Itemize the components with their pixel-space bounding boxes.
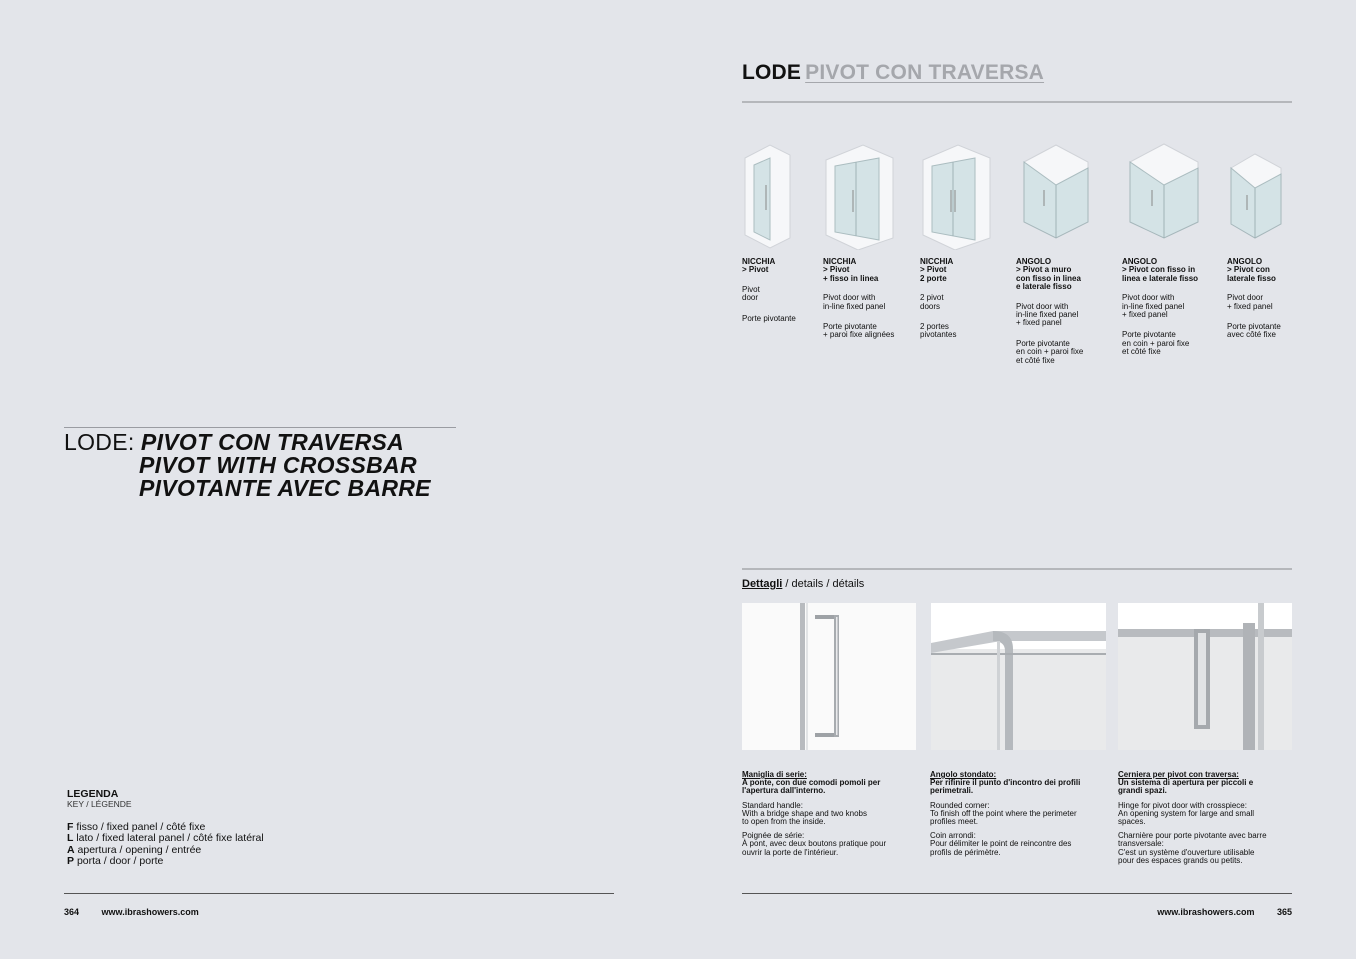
- detail-it-text: Per rifinire il punto d'incontro dei profili perimetrali.: [930, 778, 1081, 796]
- detail-title: Maniglia di serie:: [742, 770, 807, 779]
- title-line-it: PIVOT CON TRAVERSA: [140, 429, 405, 455]
- config-category: NICCHIA: [742, 257, 776, 266]
- config-en: Pivot door + fixed panel: [1227, 293, 1273, 311]
- legend-item: F fisso / fixed panel / côté fixe: [67, 821, 206, 833]
- legend-item: P porta / door / porte: [67, 855, 164, 868]
- detail-fr: Coin arrondi: Pour délimiter le point de reincontre des profils de périmètre.: [930, 831, 1072, 857]
- detail-fr: Charnière pour porte pivotante avec barre transversale: C'est un système d'ouverture utilisable pour des espaces grands ou petits.: [1118, 831, 1267, 865]
- detail-it-text: A ponte, con due comodi pomoli per l'apertura dall'interno.: [742, 778, 881, 796]
- config-fr: Porte pivotante avec côté fixe: [1227, 322, 1281, 340]
- legend-subtitle: KEY / LÉGENDE: [67, 799, 132, 809]
- title-sub: PIVOT CON TRAVERSA: [805, 61, 1045, 84]
- config-en: Pivot door with in-line fixed panel: [823, 293, 886, 311]
- footer-rule-right: [742, 893, 1292, 894]
- config-fr: Porte pivotante en coin + paroi fixe et côté fixe: [1016, 338, 1084, 365]
- shower-corner-pivot-wall-icon: [1016, 140, 1116, 250]
- config-item: [920, 140, 1010, 340]
- config-en: Pivot door with in-line fixed panel + fixed panel: [1016, 301, 1079, 328]
- shower-niche-two-doors-icon: [920, 140, 1010, 250]
- title-prefix: LODE:: [64, 429, 135, 455]
- shower-corner-pivot-lateral-icon: [1227, 140, 1293, 250]
- config-fr: Porte pivotante en coin + paroi fixe et côté fixe: [1122, 330, 1190, 357]
- right-title-rule: [742, 101, 1292, 103]
- website-link-left[interactable]: www.ibrashowers.com: [101, 907, 199, 917]
- detail-fr: Poignée de série: À pont, avec deux boutons pratique pour ouvrir la porte de l'intérieur.: [742, 831, 887, 857]
- details-heading-rest: / details / détails: [782, 578, 865, 590]
- detail-title: Angolo stondato:: [930, 770, 997, 779]
- shower-corner-pivot-inline-lateral-icon: [1122, 140, 1222, 250]
- details-heading-main: Dettagli: [742, 578, 783, 590]
- title-line-en: PIVOT WITH CROSSBAR: [139, 452, 417, 478]
- config-item: [1016, 140, 1116, 365]
- details-heading: [742, 578, 864, 590]
- title-line-fr: PIVOTANTE AVEC BARRE: [139, 475, 431, 501]
- detail-it-text: Un sistema di apertura per piccoli e grandi spazi.: [1118, 778, 1254, 796]
- title-main: LODE: [742, 61, 802, 84]
- details-rule: [742, 568, 1292, 570]
- config-category: ANGOLO: [1227, 257, 1263, 266]
- config-category: ANGOLO: [1122, 257, 1158, 266]
- legend-title: LEGENDA: [67, 788, 119, 800]
- page-number-right: 365: [1276, 907, 1292, 917]
- config-desc: > Pivot + fisso in linea: [823, 265, 879, 283]
- config-item: [742, 140, 812, 323]
- config-category: ANGOLO: [1016, 257, 1052, 266]
- detail-caption: [742, 771, 920, 857]
- page-number-left: 364: [64, 907, 80, 917]
- config-fr: 2 portes pivotantes: [920, 322, 957, 340]
- config-fr: Porte pivotante: [742, 313, 796, 323]
- config-desc: > Pivot: [742, 265, 769, 275]
- config-category: NICCHIA: [823, 257, 857, 266]
- pivot-hinge-photo: [1118, 603, 1292, 750]
- detail-caption: [930, 771, 1108, 857]
- config-fr: Porte pivotante + paroi fixe alignées: [823, 322, 895, 340]
- config-en: Pivot door with in-line fixed panel + fixed panel: [1122, 293, 1185, 320]
- config-desc: > Pivot 2 porte: [920, 265, 947, 283]
- footer-right: [1157, 907, 1292, 917]
- config-desc: > Pivot con laterale fisso: [1227, 265, 1276, 283]
- shower-niche-pivot-inline-icon: [823, 140, 915, 250]
- left-page-title: [64, 431, 431, 500]
- config-en: Pivot door: [742, 284, 760, 303]
- config-en: 2 pivot doors: [920, 293, 944, 311]
- right-page-title: [742, 61, 1044, 85]
- detail-en: Hinge for pivot door with crosspiece: An opening system for large and small spaces.: [1118, 800, 1255, 827]
- detail-en: Standard handle: With a bridge shape and two knobs to open from the inside.: [742, 800, 867, 827]
- footer-left: [64, 907, 199, 917]
- handle-detail-photo: [742, 603, 916, 750]
- footer-rule-left: [64, 893, 614, 894]
- config-desc: > Pivot a muro con fisso in linea e laterale fisso: [1016, 265, 1081, 292]
- config-category: NICCHIA: [920, 257, 954, 266]
- rounded-corner-photo: [931, 603, 1106, 750]
- detail-en: Rounded corner: To finish off the point where the perimeter profiles meet.: [930, 800, 1077, 827]
- config-item: [1122, 140, 1222, 357]
- legend-item: A apertura / opening / entrée: [67, 843, 202, 856]
- config-item: [1227, 140, 1293, 340]
- legend-item: L lato / fixed lateral panel / côté fixe latéral: [67, 832, 264, 845]
- config-item: [823, 140, 915, 340]
- website-link-right[interactable]: www.ibrashowers.com: [1157, 907, 1255, 917]
- detail-title: Cerniera per pivot con traversa:: [1118, 770, 1239, 779]
- detail-caption: [1118, 771, 1296, 865]
- legend-list: [67, 822, 264, 868]
- left-title-rule: [64, 427, 456, 428]
- config-desc: > Pivot con fisso in linea e laterale fisso: [1122, 265, 1199, 283]
- shower-niche-pivot-icon: [742, 140, 812, 250]
